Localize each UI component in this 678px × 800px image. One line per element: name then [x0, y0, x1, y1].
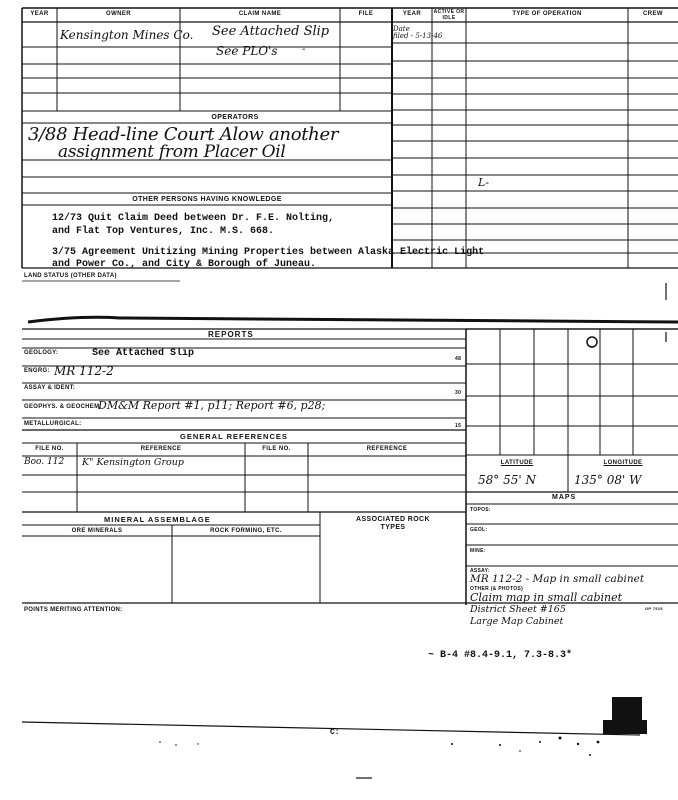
- mine-label: MINE:: [470, 548, 486, 554]
- longitude-value: 135° 08' W: [574, 473, 642, 487]
- maps-heading: MAPS: [552, 494, 577, 501]
- col-reference: REFERENCE: [140, 446, 182, 452]
- points-meriting-attention-label: POINTS MERITING ATTENTION:: [24, 607, 123, 613]
- status-filed-date: filed - 5-13-46: [393, 32, 443, 40]
- header-crew: CREW: [643, 11, 663, 17]
- district-sheet-line-2: Large Map Cabinet: [470, 616, 564, 627]
- operators-line-2: assignment from Placer Oil: [58, 142, 286, 162]
- header-type-of-operation: TYPE OF OPERATION: [512, 11, 582, 17]
- district-sheet-line-1: District Sheet #165: [470, 604, 566, 615]
- assay-ident-label: ASSAY & IDENT:: [24, 385, 76, 391]
- form-number: GP 7515: [645, 606, 663, 611]
- status-date-label: Date: [393, 25, 410, 33]
- margin-number-15: 15: [455, 423, 462, 429]
- map-assay-value: MR 112-2 - Map in small cabinet: [470, 573, 645, 585]
- geophys-value: DM&M Report #1, p11; Report #6, p28;: [98, 399, 326, 412]
- map-other-value: Claim map in small cabinet: [470, 591, 623, 604]
- operators-heading: OPERATORS: [211, 114, 259, 121]
- latitude-value: 58° 55' N: [478, 473, 536, 487]
- header-active-or-idle: ACTIVE OR IDLE: [433, 9, 465, 21]
- reports-heading: REPORTS: [208, 330, 254, 339]
- other-persons-entry-1-line-1: 12/73 Quit Claim Deed between Dr. F.E. Nolting,: [52, 213, 335, 224]
- header-file: FILE: [358, 11, 374, 17]
- mineral-assemblage-heading: MINERAL ASSEMBLAGE: [104, 515, 211, 524]
- other-persons-entry-1-line-2: and Flat Top Ventures, Inc. M.S. 668.: [52, 226, 275, 237]
- header-owner: OWNER: [106, 11, 131, 17]
- map-other-label: OTHER (& PHOTOS): [470, 586, 524, 592]
- col-rock-forming: ROCK FORMING, ETC.: [210, 528, 282, 534]
- check-mark: L-: [478, 176, 490, 189]
- claim-entry-plos: See PLO's: [216, 44, 278, 58]
- ref-row1-file: Boo. 112: [24, 457, 65, 467]
- margin-number-48: 48: [455, 356, 462, 362]
- claim-entry-attached-slip: See Attached Slip: [212, 24, 330, 39]
- scan-mark: C:: [330, 728, 340, 737]
- operators-line-1: 3/88 Head-line Court Alow another: [28, 124, 339, 145]
- col-file-no: FILE NO.: [35, 446, 64, 452]
- col-ore-minerals: ORE MINERALS: [71, 528, 123, 534]
- owner-entry: Kensington Mines Co.: [60, 28, 194, 42]
- engrg-label: ENGRG:: [24, 368, 50, 374]
- land-status-label: LAND STATUS (OTHER DATA): [24, 273, 117, 279]
- header-year: YEAR: [30, 11, 49, 17]
- associated-rock-types-heading: ASSOCIATED ROCK TYPES: [356, 516, 430, 531]
- header-year-right: YEAR: [402, 11, 422, 17]
- other-persons-heading: OTHER PERSONS HAVING KNOWLEDGE: [132, 196, 282, 203]
- longitude-label: LONGITUDE: [603, 460, 643, 466]
- header-claim-name: CLAIM NAME: [238, 11, 282, 17]
- other-persons-entry-2-line-1: 3/75 Agreement Unitizing Mining Properties between Alaska Electric Light: [52, 247, 485, 258]
- geology-value: See Attached Slip: [92, 348, 195, 359]
- bottom-reference-note: ~ B-4 #8.4-9.1, 7.3-8.3*: [428, 650, 573, 661]
- engrg-value: MR 112-2: [54, 364, 114, 378]
- geophys-label: GEOPHYS. & GEOCHEM:: [24, 404, 102, 410]
- map-assay-label: ASSAY:: [470, 568, 490, 574]
- topos-label: TOPOS:: [470, 507, 491, 513]
- file-dash-mark: -: [302, 44, 306, 55]
- grid-circle-mark: [589, 337, 595, 345]
- col-reference-2: REFERENCE: [366, 446, 408, 452]
- general-references-heading: GENERAL REFERENCES: [180, 432, 288, 441]
- geol-label: GEOL:: [470, 527, 488, 533]
- col-file-no-2: FILE NO.: [262, 446, 291, 452]
- margin-number-30: 30: [455, 390, 462, 396]
- metallurgical-label: METALLURGICAL:: [24, 421, 82, 427]
- geology-label: GEOLOGY:: [24, 350, 59, 356]
- other-persons-entry-2-line-2: and Power Co., and City & Borough of Juneau.: [52, 259, 317, 270]
- ref-row1-reference: K" Kensington Group: [82, 457, 184, 468]
- latitude-label: LATITUDE: [500, 460, 534, 466]
